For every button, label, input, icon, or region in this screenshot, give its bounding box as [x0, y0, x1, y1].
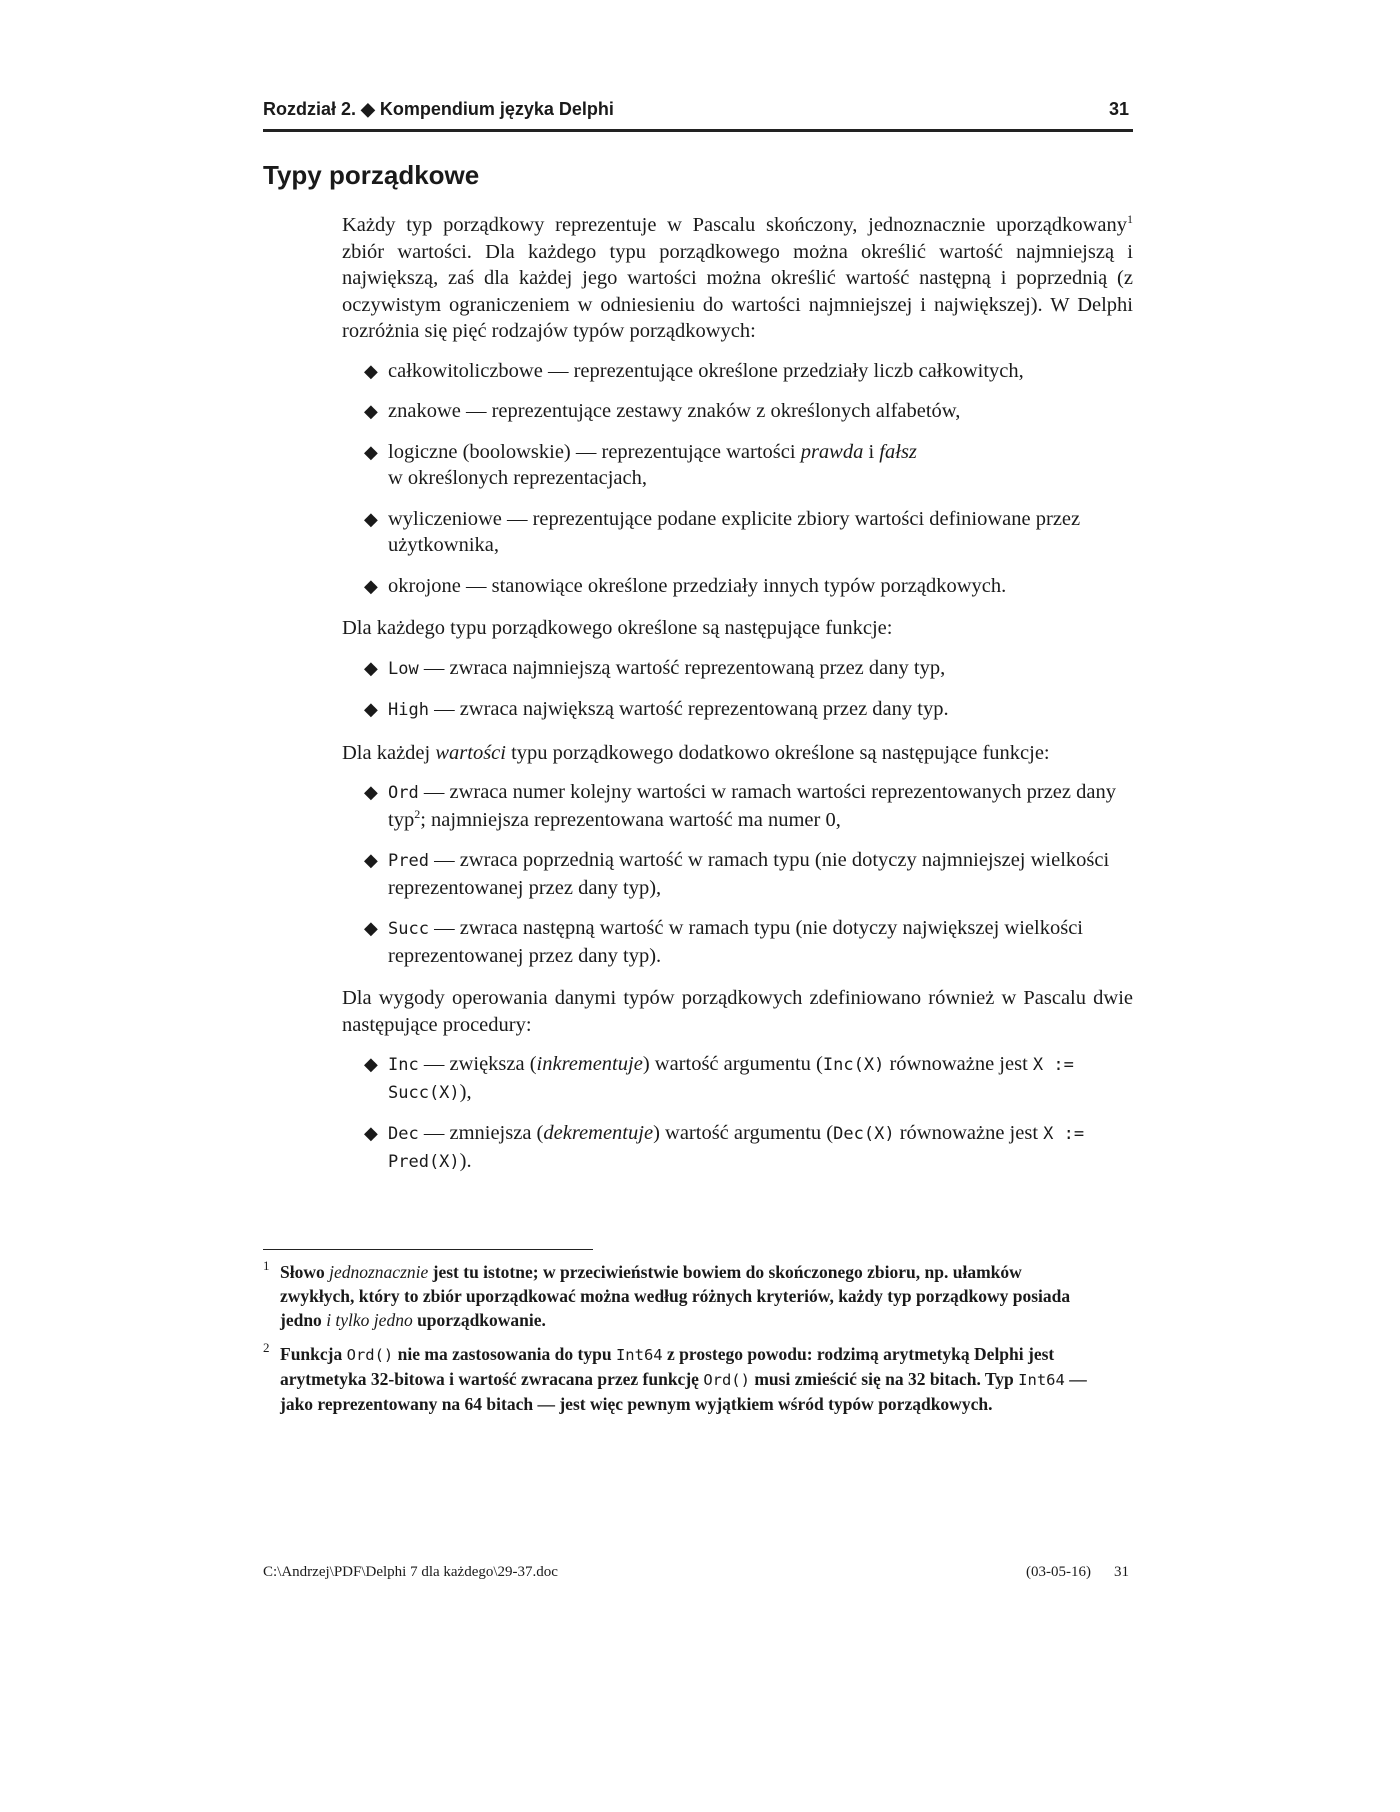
footnote-1: 1 Słowo jednoznacznie jest tu istotne; w przeciwieństwie bowiem do skończonego zbioru, np. ułamków zwykłych, który to zbiór uporządkować można według różnych kryteriów, każdy typ porządkowy posiada jedno i tylko jedno uporządkowanie.	[263, 1260, 1093, 1332]
procedures-list	[342, 1051, 1133, 1175]
procedures-intro: Dla wygody operowania danymi typów porządkowych zdefiniowano również w Pascalu dwie następujące procedury:	[342, 987, 1133, 1036]
type-functions-list	[342, 655, 1133, 724]
value-functions-intro: Dla każdej wartości typu porządkowego dodatkowo określone są następujące funkcje:	[342, 741, 1050, 764]
diamond-bullet-icon: ◆	[364, 401, 378, 421]
page-number: 31	[1108, 99, 1129, 119]
footnotes	[263, 1260, 1093, 1426]
list-item: ◆ Pred — zwraca poprzednią wartość w ramach typu (nie dotyczy najmniejszej wielkości reprezentowanej przez dany typ),	[364, 849, 1110, 899]
list-item: ◆ Low — zwraca najmniejszą wartość reprezentowaną przez dany typ,	[342, 655, 1133, 683]
footnote-number: 2	[263, 1340, 270, 1355]
footnote-separator	[263, 1249, 593, 1250]
section-title: Typy porządkowe	[263, 160, 480, 190]
list-item: ◆ znakowe — reprezentujące zestawy znaków z określonych alfabetów,	[342, 398, 1133, 425]
footnote-ref-2[interactable]: 2	[414, 806, 421, 821]
list-item: ◆ Dec — zmniejsza (dekrementuje) wartość argumentu (Dec(X) równoważne jest X := Pred(X)).	[364, 1122, 1085, 1172]
chapter-title: Rozdział 2. ◆ Kompendium języka Delphi	[263, 99, 614, 119]
list-item: ◆ logiczne (boolowskie) — reprezentujące wartości prawda i fałsz w określonych reprezentacjach,	[364, 440, 917, 489]
footnote-ref-1[interactable]: 1	[1127, 212, 1133, 227]
intro-paragraph: Każdy typ porządkowy reprezentuje w Pascalu skończony, jednoznacznie uporządkowany$^1$ zbiór wartości. Dla każdego typu porządkowego można określić wartość najmniejszą i największą, zaś dla każdej jego wartości można określić wartość następną i poprzednią (z oczywistym ograniczeniem w odniesieniu do wartości najmniejszej i największej). W Delphi rozróżnia się pięć rodzajów typów porządkowych:	[342, 212, 1133, 342]
list-item: ◆ wyliczeniowe — reprezentujące podane explicite zbiory wartości definiowane przez użytkownika,	[364, 507, 1081, 556]
diamond-bullet-icon: ◆	[364, 699, 378, 719]
footnote-number: 1	[263, 1258, 270, 1273]
diamond-bullet-icon: ◆	[364, 657, 378, 678]
diamond-bullet-icon: ◆	[364, 782, 378, 802]
diamond-bullet-icon: ◆	[364, 918, 378, 938]
body-text	[342, 212, 1133, 1175]
value-functions-list	[342, 779, 1133, 969]
list-item: ◆ okrojone — stanowiące określone przedziały innych typów porządkowych.	[342, 573, 1133, 600]
list-item: ◆ całkowitoliczbowe — reprezentujące określone przedziały liczb całkowitych,	[342, 358, 1133, 385]
list-item: ◆ Ord — zwraca numer kolejny wartości w ramach wartości reprezentowanych przez dany typ$^2$; najmniejsza reprezentowana wartość ma numer 0,	[364, 781, 1116, 831]
file-path: C:\Andrzej\PDF\Delphi 7 dla każdego\29-37.doc	[263, 1564, 558, 1580]
diamond-bullet-icon: ◆	[364, 1054, 378, 1074]
diamond-bullet-icon: ◆	[364, 508, 378, 529]
running-header	[263, 99, 1133, 132]
list-item: ◆ High — zwraca największą wartość reprezentowaną przez dany typ.	[342, 696, 1133, 724]
diamond-bullet-icon: ◆	[364, 360, 378, 381]
diamond-bullet-icon: ◆	[364, 441, 378, 462]
list-item: ◆ Inc — zwiększa (inkrementuje) wartość argumentu (Inc(X) równoważne jest X := Succ(X)),	[364, 1053, 1074, 1103]
footnote-2: 2 Funkcja Ord() nie ma zastosowania do typu Int64 z prostego powodu: rodzimą arytmetyką Delphi jest arytmetyka 32-bitowa i wartość zwracana przez funkcję Ord() musi zmieścić się na 32 bitach. Typ Int64 — jako reprezentowany na 64 bitach — jest więc pewnym wyjątkiem wśród typów porządkowych.	[263, 1342, 1093, 1416]
diamond-bullet-icon: ◆	[364, 575, 378, 596]
footer-page-number: 31	[1114, 1564, 1129, 1580]
diamond-bullet-icon: ◆	[364, 850, 378, 870]
type-functions-intro: Dla każdego typu porządkowego określone są następujące funkcje:	[342, 617, 893, 639]
footer-date: (03-05-16)	[1026, 1564, 1091, 1580]
list-item: ◆ Succ — zwraca następną wartość w ramach typu (nie dotyczy największej wielkości reprezentowanej przez dany typ).	[364, 917, 1083, 967]
ordinal-kinds-list	[342, 358, 1133, 600]
diamond-bullet-icon: ◆	[364, 1123, 378, 1143]
